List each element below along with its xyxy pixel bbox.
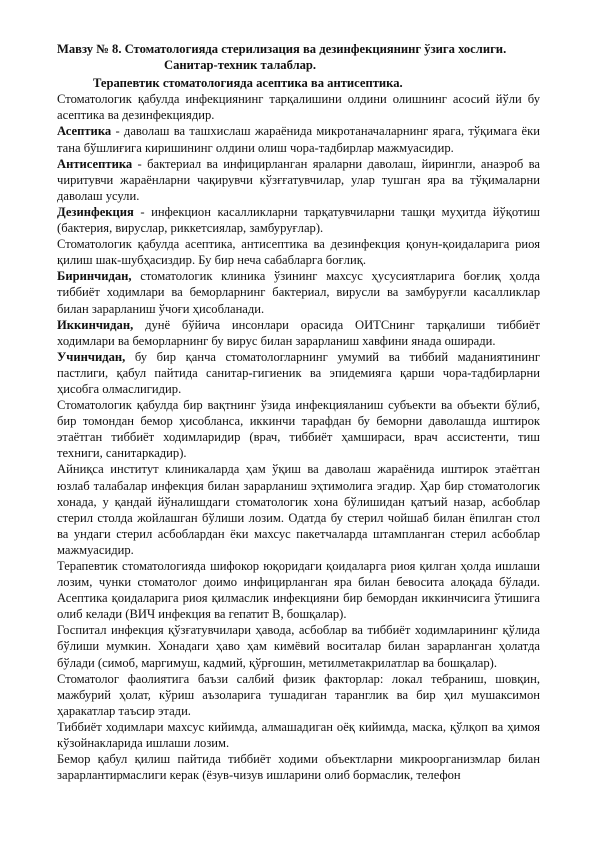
paragraph-text: Стоматологик қабулда асептика, антисептика ва дезинфекция қонун-қоидаларига риоя қилиш шак-шубҳасиздир. Бу бир неча сабабларга боғлиқ. [57, 237, 540, 268]
paragraph-definition [57, 204, 540, 236]
paragraph-definition [57, 123, 540, 155]
paragraph-text: - даволаш ва ташхислаш жараёнида микротаначаларнинг ярага, тўқимага ёки тана бўшлиғига киришининг олдини олиш чора-тадбирлар мажмуасидир. [57, 124, 540, 155]
paragraph [57, 91, 540, 123]
lead-second: Иккинчидан, [57, 317, 134, 332]
lead-third: Учинчидан, [57, 349, 126, 364]
paragraph [57, 671, 540, 719]
paragraph-text: Бемор қабул қилиш пайтида тиббиёт ходими объектларни микроорганизмлар билан зарарлантирмаслиги керак (ёзув-чизув ишларини олиб бормаслик, телефон [57, 752, 540, 783]
paragraph [57, 719, 540, 751]
term-asepsis: Асептика [57, 124, 112, 139]
paragraph-text: Айниқса институт клиникаларда ҳам ўқиш ва даволаш жараёнида иштирок этаётган юзлаб талабалар инфекция билан зарарланиш эҳтимолига эгадир. Ҳар бир стоматологик хонада, у қандай йўналишдаги стоматологик хона бўлишидан қатъий назар, асбоблар стерил столда жойлашган бўлиши лозим. Одатда бу стерил чойшаб билан ёпилган стол ва ундаги стерил асбоблардан ёки махсус пакетчаларда штампланган стерил асбоблар мажмуасидир. [57, 462, 540, 557]
paragraph-reason [57, 349, 540, 397]
paragraph-text: бу бир қанча стоматологларнинг умумий ва тиббий маданиятининг пастлиги, қабул пайтида санитар-гигиеник ва эпидемияга қарши чора-тадбирларни ҳисобга олмаслигидир. [57, 349, 540, 396]
paragraph [57, 622, 540, 670]
paragraph-reason [57, 268, 540, 316]
paragraph [57, 397, 540, 461]
lead-first: Биринчидан, [57, 269, 132, 284]
paragraph-text: стоматологик клиника ўзининг махсус ҳусусиятларига боғлиқ ҳолда тиббиёт ходимлари ва беморларнинг бактериал, вирусли ва замбуруғли касалликлар билан зарарланиш ўчоғи ҳисобланади. [57, 269, 540, 316]
term-antisepsis: Антисептика [57, 156, 133, 171]
paragraph-text: - инфекцион касалликларни тарқатувчиларни ташқи муҳитда йўқотиш (бактерия, вируслар, риккетсиялар, замбуруғлар). [57, 204, 540, 236]
paragraph-text: Терапевтик стоматологияда шифокор юқоридаги қоидаларга риоя қилган ҳолда ишлаши лозим, чунки стоматолог доимо инфицирланган яра билан бевосита алоқада бўлади. Асептика қоидаларига риоя қилмаслик инфекцияни бир бемордан иккинчисига ўтишига олиб келади (ВИЧ инфекция ва гепатит В, бошқалар). [57, 559, 540, 622]
document-title: Мавзу № 8. Стоматологияда стерилизация ва дезинфекциянинг ўзига хослиги. [57, 42, 507, 56]
paragraph-text: Стоматологик қабулда инфекциянинг тарқалишини олдини олишнинг асосий йўли бу асептика ва дезинфекциядир. [57, 92, 540, 123]
paragraph-text: Стоматолог фаолиятига баъзи салбий физик факторлар: локал тебраниш, шовқин, мажбурий ҳолат, кўриш аъзоларига тушадиган таранглик ва бир ҳил мушаксимон ҳаракатлар таъсир этади. [57, 671, 540, 718]
paragraph [57, 461, 540, 558]
paragraph-text: дунё бўйича инсонлари орасида ОИТСнинг тарқалиши тиббиёт ходимлари ва беморларнинг бу вирус билан зарарланиш хавфини янада оширади. [57, 317, 540, 348]
paragraph-text: Стоматологик қабулда бир вақтнинг ўзида инфекцияланиш субъекти ва объекти бўлиб, бир томондан бемор ҳисобланса, иккинчи тарафдан бу беморни даволашда иштирок этаётган тиббиёт ходимларидир (врач, тиббиёт ҳамшираси, врач ассистенти, тиш техниги, санитаркадир). [57, 398, 540, 461]
paragraph-text: Госпитал инфекция қўзғатувчилари ҳавода, асбоблар ва тиббиёт ходимларининг қўлида бўлиши мумкин. Хонадаги ҳаво ҳам кимёвий воситалар билан зарарланган ҳолатда бўлади (симоб, маргимуш, кадмий, қўрғошин, метилметакрилатлар ва бошқалар). [57, 623, 540, 670]
document-title-continued: Санитар-техник талаблар. [164, 58, 317, 73]
paragraph [57, 751, 540, 783]
paragraph-text: - бактериал ва инфицирланган яраларни даволаш, йирингли, анаэроб ва чиритувчи жараёнларни чақирувчи кўзғғатувчилар, улар тушган яра ва тўқималарни даволаш усули. [57, 156, 540, 203]
paragraph-definition [57, 156, 540, 204]
paragraph-text: Тиббиёт ходимлари махсус кийимда, алмашадиган оёқ кийимда, маска, қўлқоп ва ҳимоя кўзойнакларида ишлаши лозим. [57, 719, 540, 751]
section-subtitle: Терапевтик стоматологияда асептика ва антисептика. [93, 76, 403, 91]
term-disinfection: Дезинфекция [57, 204, 134, 219]
paragraph [57, 558, 540, 622]
paragraph-reason [57, 317, 540, 349]
paragraph [57, 236, 540, 268]
